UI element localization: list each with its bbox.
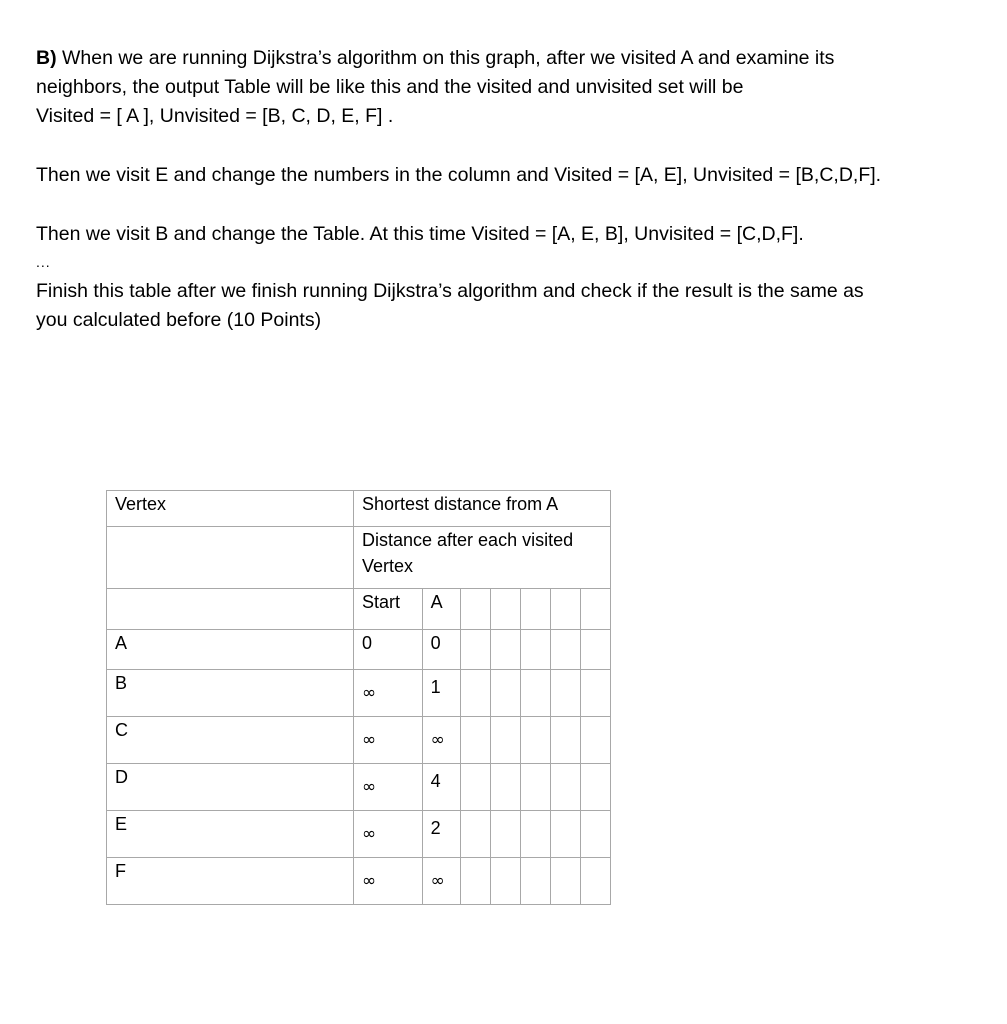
start-cell bbox=[354, 764, 423, 811]
after-a-value: ∞ bbox=[430, 871, 445, 891]
blank-cell[interactable] bbox=[461, 670, 491, 717]
question-paragraph-1 bbox=[36, 44, 966, 131]
table-row-c bbox=[107, 717, 611, 764]
step-header-a: A bbox=[422, 589, 461, 630]
blank-cell[interactable] bbox=[491, 811, 521, 858]
vertex-cell: E bbox=[107, 811, 354, 858]
start-cell bbox=[354, 670, 423, 717]
step-header-row bbox=[107, 589, 611, 630]
distance-after-header bbox=[354, 527, 611, 589]
start-cell bbox=[354, 811, 423, 858]
after-a-cell bbox=[422, 717, 461, 764]
start-cell: 0 bbox=[354, 630, 423, 670]
vertex-cell: B bbox=[107, 670, 354, 717]
table-row-e bbox=[107, 811, 611, 858]
start-cell bbox=[354, 858, 423, 905]
after-a-cell bbox=[422, 858, 461, 905]
start-cell bbox=[354, 717, 423, 764]
after-a-cell bbox=[422, 764, 461, 811]
start-value: ∞ bbox=[362, 871, 377, 891]
blank-cell[interactable] bbox=[521, 630, 551, 670]
blank-cell[interactable] bbox=[551, 670, 581, 717]
question-paragraph-3: Then we visit B and change the Table. At this time Visited = [A, E, B], Unvisited = [C,D,F]. bbox=[36, 223, 804, 245]
question-line-2: neighbors, the output Table will be like this and the visited and unvisited set will be bbox=[36, 76, 744, 98]
table-row-f bbox=[107, 858, 611, 905]
step-header-start: Start bbox=[354, 589, 423, 630]
vertex-header: Vertex bbox=[107, 491, 354, 527]
table-row-b bbox=[107, 670, 611, 717]
blank-cell[interactable] bbox=[521, 811, 551, 858]
after-a-cell bbox=[422, 811, 461, 858]
vertex-cell: C bbox=[107, 717, 354, 764]
start-value: ∞ bbox=[362, 777, 377, 797]
vertex-cell: A bbox=[107, 630, 354, 670]
step-header-6[interactable] bbox=[551, 589, 581, 630]
blank-cell[interactable] bbox=[551, 717, 581, 764]
question-text bbox=[36, 44, 966, 335]
step-header-3[interactable] bbox=[461, 589, 491, 630]
blank-cell[interactable] bbox=[461, 717, 491, 764]
table-row-a bbox=[107, 630, 611, 670]
question-paragraph-4-line-2: you calculated before (10 Points) bbox=[36, 309, 322, 331]
blank-cell[interactable] bbox=[581, 630, 611, 670]
blank-cell[interactable] bbox=[521, 717, 551, 764]
blank-cell[interactable] bbox=[461, 630, 491, 670]
blank-cell[interactable] bbox=[491, 630, 521, 670]
blank-cell[interactable] bbox=[521, 764, 551, 811]
blank-cell[interactable] bbox=[491, 764, 521, 811]
blank-cell[interactable] bbox=[551, 630, 581, 670]
vertex-cell: F bbox=[107, 858, 354, 905]
after-a-cell: 0 bbox=[422, 630, 461, 670]
table-row-d bbox=[107, 764, 611, 811]
blank-cell[interactable] bbox=[551, 858, 581, 905]
step-header-7[interactable] bbox=[581, 589, 611, 630]
question-paragraph-4-line-1: Finish this table after we finish running Dijkstra’s algorithm and check if the result is the same as bbox=[36, 280, 864, 302]
blank-cell[interactable] bbox=[581, 717, 611, 764]
blank-cell[interactable] bbox=[581, 764, 611, 811]
question-line-1: When we are running Dijkstra’s algorithm on this graph, after we visited A and examine its bbox=[56, 47, 835, 69]
ellipsis: ... bbox=[36, 254, 51, 270]
after-a-value: 2 bbox=[430, 818, 441, 838]
blank-cell[interactable] bbox=[551, 764, 581, 811]
question-paragraph-4 bbox=[36, 277, 966, 335]
question-paragraph-2: Then we visit E and change the numbers in the column and Visited = [A, E], Unvisited = [B,C,D,F]. bbox=[36, 164, 882, 186]
table-header-row bbox=[107, 491, 611, 527]
blank-cell[interactable] bbox=[551, 811, 581, 858]
question-label: B) bbox=[36, 47, 57, 69]
blank-cell[interactable] bbox=[521, 858, 551, 905]
after-a-value: ∞ bbox=[430, 730, 445, 750]
blank-cell[interactable] bbox=[521, 670, 551, 717]
step-header-4[interactable] bbox=[491, 589, 521, 630]
question-line-3: Visited = [ A ], Unvisited = [B, C, D, E, F] . bbox=[36, 105, 394, 127]
distance-after-label: Distance after each visited Vertex bbox=[362, 530, 574, 576]
empty-cell bbox=[107, 527, 354, 589]
after-a-value: 4 bbox=[430, 771, 441, 791]
start-value: ∞ bbox=[362, 824, 377, 844]
blank-cell[interactable] bbox=[461, 764, 491, 811]
start-value: ∞ bbox=[362, 683, 377, 703]
after-a-cell bbox=[422, 670, 461, 717]
blank-cell[interactable] bbox=[491, 717, 521, 764]
blank-cell[interactable] bbox=[461, 858, 491, 905]
blank-cell[interactable] bbox=[491, 670, 521, 717]
shortest-distance-header: Shortest distance from A bbox=[354, 491, 611, 527]
blank-cell[interactable] bbox=[581, 670, 611, 717]
after-a-value: 1 bbox=[430, 677, 441, 697]
empty-cell bbox=[107, 589, 354, 630]
dijkstra-table bbox=[106, 490, 611, 905]
blank-cell[interactable] bbox=[461, 811, 491, 858]
table-subheader-row bbox=[107, 527, 611, 589]
vertex-cell: D bbox=[107, 764, 354, 811]
blank-cell[interactable] bbox=[581, 811, 611, 858]
blank-cell[interactable] bbox=[581, 858, 611, 905]
start-value: ∞ bbox=[362, 730, 377, 750]
step-header-5[interactable] bbox=[521, 589, 551, 630]
blank-cell[interactable] bbox=[491, 858, 521, 905]
